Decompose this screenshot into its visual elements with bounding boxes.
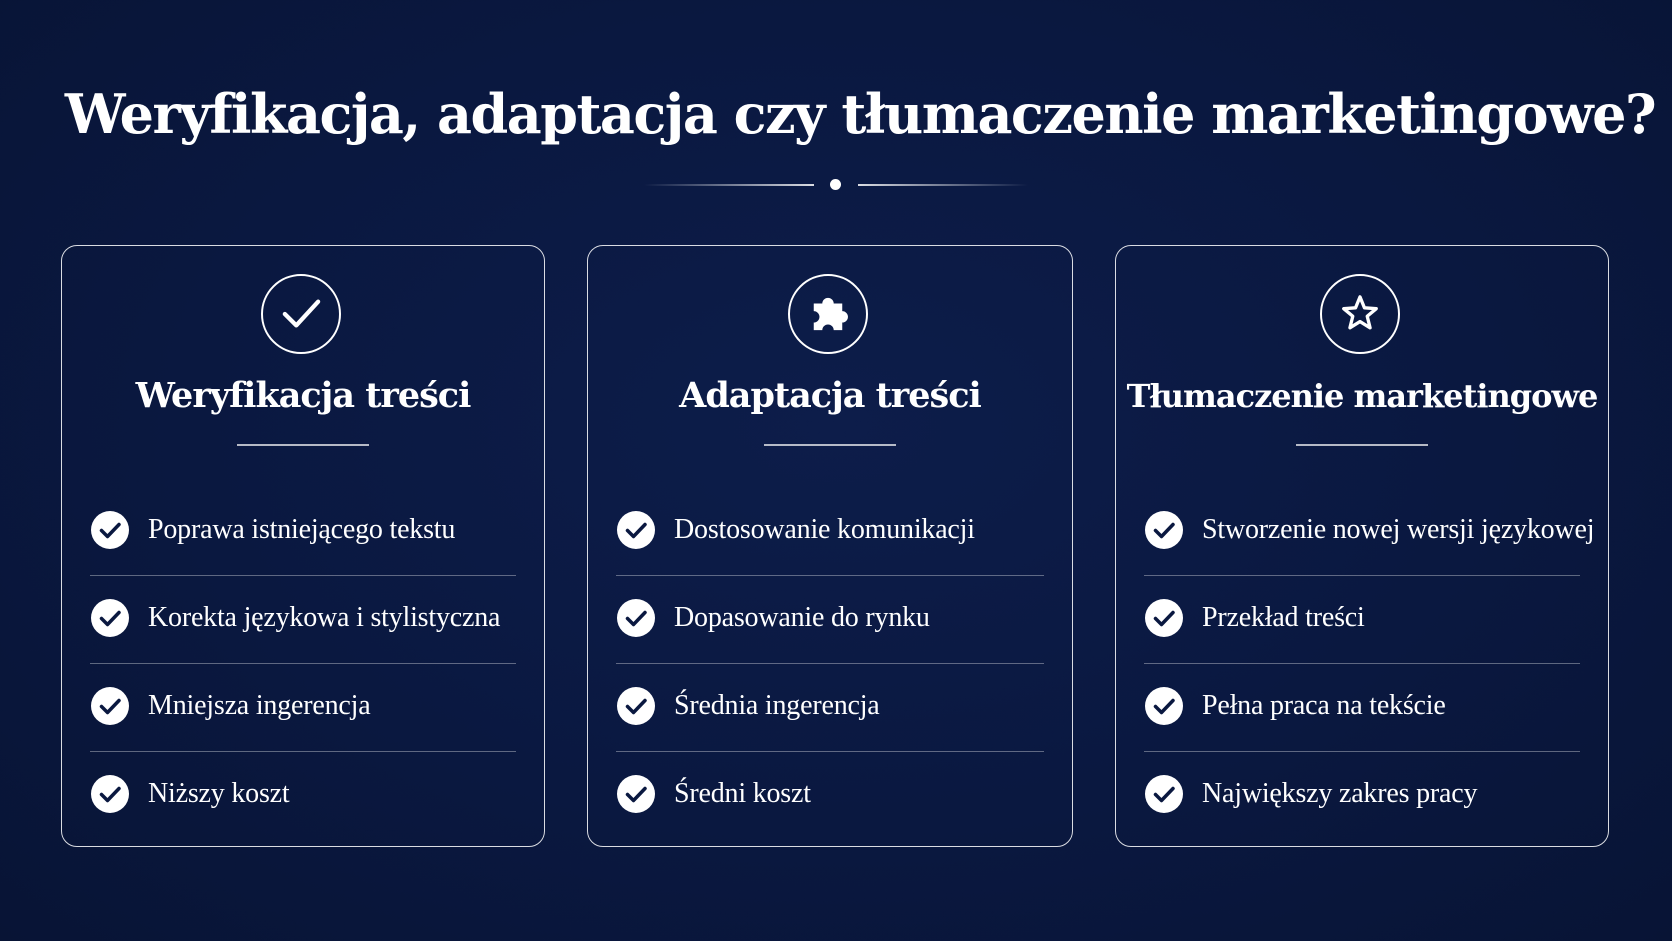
star-icon [1320, 274, 1400, 354]
feature-list [1144, 488, 1595, 840]
card-title: Adaptacja treści [679, 375, 981, 416]
feature-item [90, 752, 516, 840]
card-title-underline [1296, 444, 1428, 446]
feature-label: Pełna praca na tekście [1202, 690, 1446, 721]
card-adaptacja [587, 245, 1073, 847]
title-divider [644, 178, 1028, 192]
feature-label: Poprawa istniejącego tekstu [148, 514, 456, 545]
card-title: Weryfikacja treści [135, 375, 471, 416]
check-circle-icon [616, 598, 656, 638]
page-title: Weryfikacja, adaptacja czy tłumaczenie marketingowe? [64, 82, 1656, 146]
feature-item [1144, 664, 1580, 752]
feature-item [616, 664, 1044, 752]
feature-label: Korekta językowa i stylistyczna [148, 602, 501, 633]
check-circle-icon [616, 686, 656, 726]
feature-item [90, 488, 516, 576]
feature-item [616, 752, 1044, 840]
check-circle-icon [90, 598, 130, 638]
check-circle-icon [616, 510, 656, 550]
check-circle-icon [90, 510, 130, 550]
check-circle-icon [1144, 510, 1184, 550]
card-weryfikacja [61, 245, 545, 847]
feature-label: Największy zakres pracy [1202, 778, 1478, 809]
card-title-underline [237, 444, 369, 446]
feature-item [90, 664, 516, 752]
puzzle-icon [788, 274, 868, 354]
divider-line-left [644, 184, 814, 186]
feature-label: Mniejsza ingerencja [148, 690, 371, 721]
feature-label: Niższy koszt [148, 778, 290, 809]
check-circle-icon [90, 686, 130, 726]
check-circle-icon [1144, 686, 1184, 726]
feature-label: Przekład treści [1202, 602, 1365, 633]
feature-item [1144, 752, 1580, 840]
feature-label: Średnia ingerencja [674, 690, 880, 721]
feature-label: Dopasowanie do rynku [674, 602, 930, 633]
check-circle-icon [90, 774, 130, 814]
feature-label: Stworzenie nowej wersji językowej [1202, 514, 1595, 545]
feature-item [616, 488, 1044, 576]
card-title-underline [764, 444, 896, 446]
card-title: Tłumaczenie marketingowe [1126, 377, 1598, 415]
feature-label: Dostosowanie komunikacji [674, 514, 975, 545]
feature-item [90, 576, 516, 664]
feature-item [1144, 576, 1580, 664]
feature-item [616, 576, 1044, 664]
divider-dot [830, 179, 841, 190]
feature-list [616, 488, 1044, 840]
divider-line-right [858, 184, 1028, 186]
card-tlumaczenie [1115, 245, 1609, 847]
feature-label: Średni koszt [674, 778, 811, 809]
check-circle-icon [1144, 598, 1184, 638]
feature-list [90, 488, 516, 840]
check-circle-icon [1144, 774, 1184, 814]
checkmark-icon [261, 274, 341, 354]
feature-item [1144, 488, 1595, 576]
check-circle-icon [616, 774, 656, 814]
